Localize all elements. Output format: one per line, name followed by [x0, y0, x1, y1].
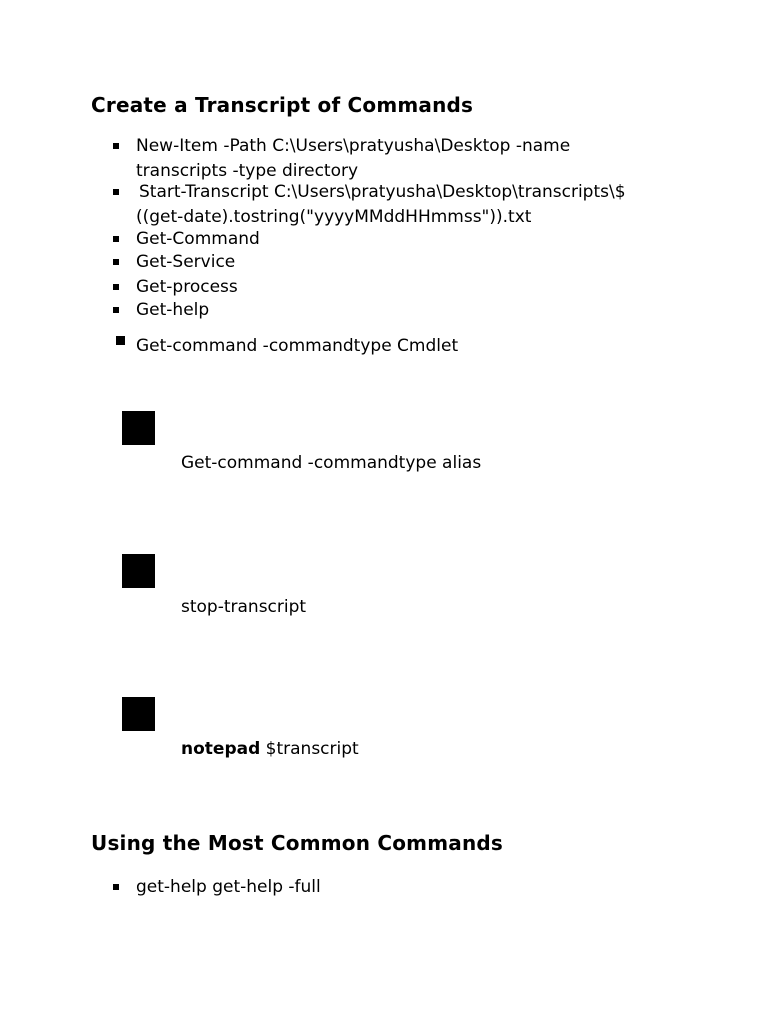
bullet-icon: [113, 284, 119, 290]
list-item-text: Get-command -commandtype Cmdlet: [136, 336, 459, 356]
list-item-text: Get-Command: [136, 229, 260, 249]
list-item-text: Get-help: [136, 300, 210, 320]
bullet-icon: [113, 143, 119, 149]
command-text: Get-command -commandtype alias: [181, 453, 482, 473]
list-item-text: ((get-date).tostring("yyyyMMddHHmmss")).txt: [136, 207, 532, 227]
section-heading-transcript: Create a Transcript of Commands: [91, 93, 474, 117]
bullet-icon: [122, 697, 155, 731]
bullet-icon: [122, 554, 155, 588]
command-text: [181, 737, 359, 761]
bullet-icon: [113, 884, 119, 890]
list-item-text: New-Item -Path C:\Users\pratyusha\Desktop -name: [136, 136, 571, 156]
list-item-text: Get-Service: [136, 252, 236, 272]
bullet-icon: [116, 336, 125, 345]
command-argument: $transcript: [260, 739, 359, 759]
bullet-icon: [113, 307, 119, 313]
bullet-icon: [122, 411, 155, 445]
bullet-icon: [113, 236, 119, 242]
command-text: stop-transcript: [181, 597, 307, 617]
list-item-text: Start-Transcript C:\Users\pratyusha\Desktop\transcripts\$: [139, 182, 626, 202]
command-name: notepad: [181, 739, 261, 759]
list-item-text: Get-process: [136, 277, 238, 297]
list-item-text: get-help get-help -full: [136, 877, 321, 897]
bullet-icon: [113, 189, 119, 195]
section-heading-common-commands: Using the Most Common Commands: [91, 831, 504, 855]
bullet-icon: [113, 259, 119, 265]
list-item-text: transcripts -type directory: [136, 161, 359, 181]
